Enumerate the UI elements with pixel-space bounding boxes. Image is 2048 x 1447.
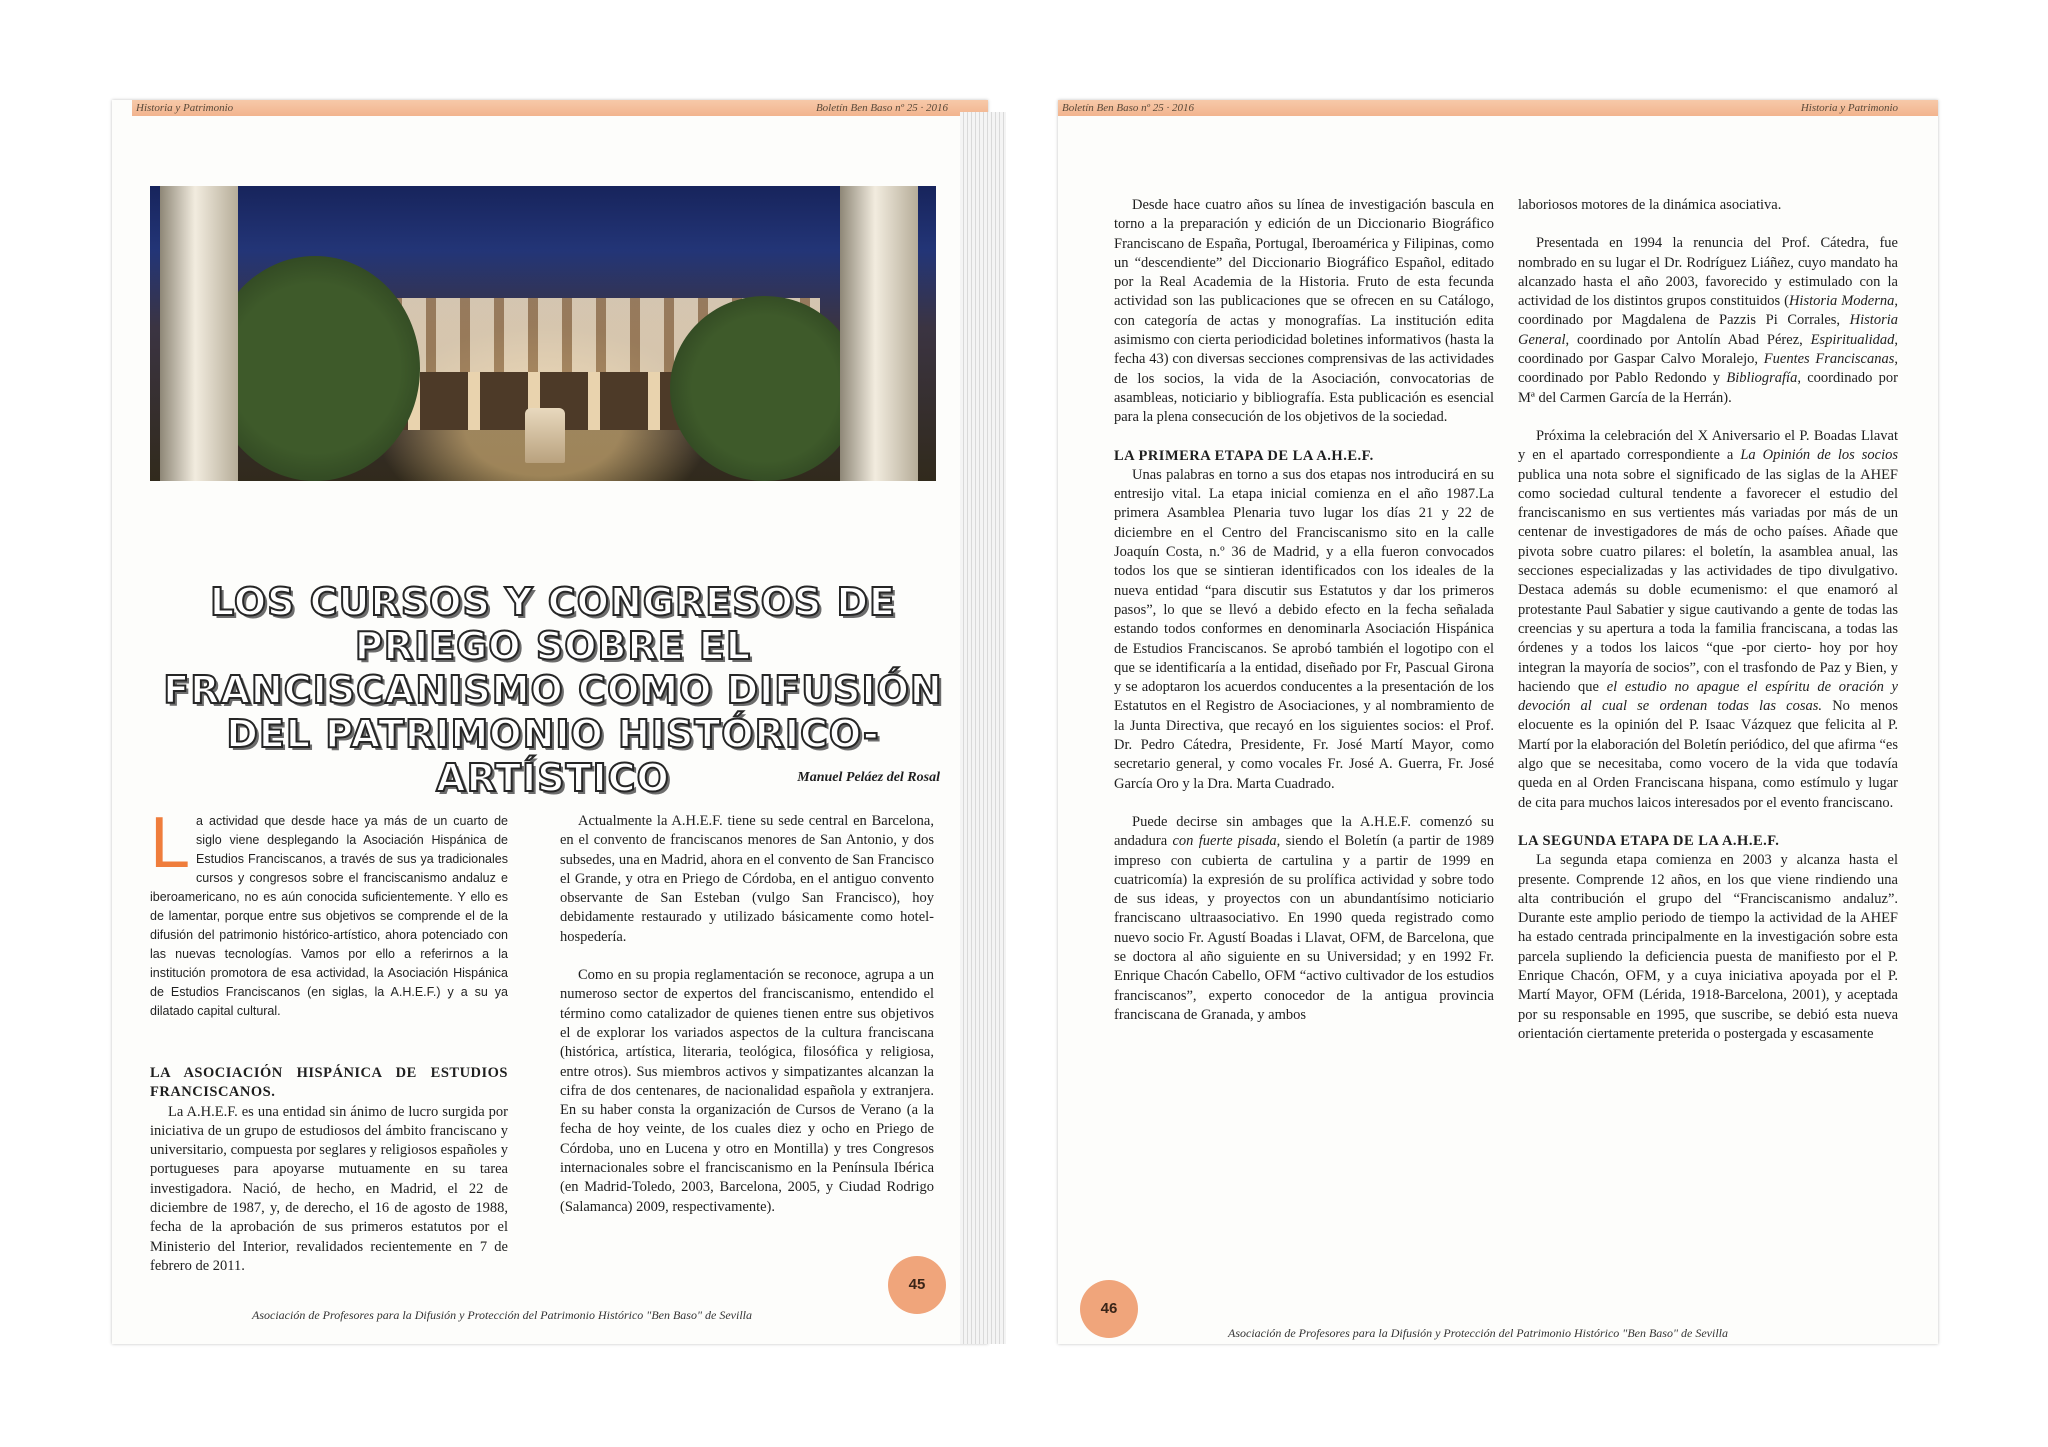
paragraph-sede: Actualmente la A.H.E.F. tiene su sede central en Barcelona, en el convento de franciscanos menores de San Antonio, y dos subsedes, una en Madrid, ahora en el convento de San Francisco el Grande, y otra en Priego de Córdoba, en el antiguo convento observante de San Esteban (vulgo San Francisco), hoy debidamente restaurado y utilizado básicamente como hotel-hospedería. [560,813,934,945]
article-author: Manuel Peláez del Rosal [797,770,940,785]
right-column-1 [1114,196,1494,1044]
left-header-journal: Boletín Ben Baso nº 25 · 2016 [815,102,948,114]
paragraph-reglamentacion: Como en su propia reglamentación se reconoce, agrupa a un numeroso sector de expertos del franciscanismo, entendido el término como catalizador de quienes tienen entre sus objetivos el de explorar los variados aspectos de la cultura franciscana (histórica, artística, literaria, teológica, filosófica y religiosa, entre otros). Sus miembros activos y simpatizantes alcanzan la cifra de dos centenares, de nacionalidad española y extranjera. En su haber consta la organización de Cursos de Verano (a la fecha de hoy veinte, de los cuales diez y ocho en Priego de Córdoba, uno en Lucena y otro en Montilla) y tres Congresos internacionales sobre el franciscanismo en la Península Ibérica (en Madrid-Toledo, 2003, Barcelona, 2005, y Ciudad Rodrigo (Salamanca) 2009, respectivamente). [560,967,934,1215]
renuncia-a: Presentada en 1994 la renuncia del Prof. Cátedra, fue nombrado en su lugar el Dr. Rodríguez Liáñez, cuyo mandato ha alcanzado hasta el año 2003, favorecido y estimulado con la actividad de los distintos grupos constituidos ( [1518,235,1898,310]
aniversario-c: No menos elocuente es la opinión del P. Isaac Vázquez que felicita al P. Martí por la elaboración del Boletín periódico, del que afirma “es algo que se necesitaba, como vocero de la vida que todavía queda en al Orden Franciscana hispana, como estímulo y lugar de cita para muchos laicos interesados por el evento franciscano. [1518,698,1898,811]
renuncia-c: , coordinado por Antolín Abad Pérez, [1565,331,1811,348]
cloister-photo [150,186,936,481]
left-header-bar [132,100,988,116]
page-number-46: 46 [1080,1280,1138,1338]
photo-column-left [160,186,238,481]
left-footer: Asociación de Profesores para la Difusión y Protección del Patrimonio Histórico "Ben Baso" de Sevilla [252,1308,752,1322]
right-page [1058,100,1938,1344]
right-footer: Asociación de Profesores para la Difusión y Protección del Patrimonio Histórico "Ben Baso" de Sevilla [1228,1326,1728,1340]
paragraph-diccionario: Desde hace cuatro años su línea de investigación bascula en torno a la preparación y edición de un Diccionario Biográfico Franciscano de España, Portugal, Iberoamérica y Filipinas, como un “descendiente” del Diccionario Biográfico Español, editado por la Real Academia de la Historia. Fruto de esta fecunda actividad son las publicaciones que se ofrecen en su Catálogo, con categoría de actas y monografías. La institución edita asimismo con cierta periodicidad boletines informativos (hasta la fecha 43) con diversas secciones comprensivas de las actividades de los socios, la vida de la Asociación, convocatorias de asambleas, noticiario y bibliografía. Esta publicación es esencial para la plena consecución de los objetivos de la sociedad. [1114,197,1494,426]
renuncia-italic-2: Historia General [1518,312,1898,348]
renuncia-italic-1: Historia Moderna [1788,293,1895,310]
aniversario-a: Próxima la celebración del X Aniversario el P. Boadas Llavat y en el apartado correspondiente a [1518,427,1898,464]
photo-fountain [525,408,565,463]
aniversario-b: publica una nota sobre el significado de las siglas de la AHEF como sociedad cultural tendente a favorecer el estudio del franciscanismo en sus vertientes más variadas por más de un centenar de investigadores de más de ocho países. Añade que pivota sobre cuatro pilares: el boletín, la asamblea anual, las secciones especializadas y las actividades de tipo divulgativo. Destaca además su doble ecumenismo: el que enamoró al protestante Paul Sabatier y sigue cautivando a gente de todas las creencias y su apertura a toda la familia franciscana, a todas las órdenes y a todos los laicos “que -por cierto- hoy por hoy integran la mayoría de socios”, con el trasfondo de Paz y Bien, y haciendo que [1518,466,1898,695]
section-text-asociacion: La A.H.E.F. es una entidad sin ánimo de lucro surgida por iniciativa de un grupo de estudiosos del ámbito franciscano y universitario, compuesta por seglares y religiosos españoles y portugueses para apoyarse mutuamente en su tarea investigadora. Nació, de hecho, en Madrid, el 22 de diciembre de 1987, y, de derecho, el 16 de agosto de 1988, fecha de la aprobación de sus primeros estatutos por el Ministerio del Interior, revalidados recientemente en 7 de febrero de 2011. [150,1103,508,1274]
section-text-segunda-etapa: La segunda etapa comienza en 2003 y alcanza hasta el presente. Comprende 12 años, en los que viene rindiendo una alta contribución el grupo del “Franciscanismo andaluz”. Durante este amplio periodo de tiempo la actividad de la AHEF ha estado centrada principalmente en la investigación sobre esta parcela supliendo la deficiencia puesta de manifiesto por el P. Enrique Chacón, OFM, y a cuya iniciativa apoyada por el P. Martí Mayor, OFM (Lérida, 1918-Barcelona, 2001), y aceptada por su responsable en 1995, que suscribe, se debió esta nueva orientación ciertamente preterida o postergada y escasamente [1518,852,1898,1042]
right-header-journal: Boletín Ben Baso nº 25 · 2016 [1062,102,1195,114]
right-header-bar [1058,100,1938,116]
drop-cap: L [150,803,191,883]
article-title: LOS CURSOS Y CONGRESOS DE PRIEGO SOBRE EL FRANCISCANISMO COMO DIFUSIÓN DEL PATRIMONIO HISTÓRICO-ARTÍSTICO [163,580,943,800]
right-column-2 [1518,196,1898,1063]
paragraph-andadura-b: , siendo el Boletín (a partir de 1989 impreso con cubierta de cartulina y a partir de 1999 en cuatricomía) la expresión de su prolífica actividad y sobre todo de sus ideas, y proyectos con un abundantísimo noticiario franciscano ultraasociativo. En 1990 queda registrado como nuevo socio Fr. Agustí Boadas i Llavat, OFM, de Barcelona, que se doctora al año siguiente en su Universidad; y en 1992 Fr. Enrique Chacón Cabello, OFM “activo cultivador de los estudios franciscanos”, experto conocedor de la antigua provincia franciscana de Granada, y ambos [1114,833,1494,1023]
paragraph-andadura-a: Puede decirse sin ambages que la A.H.E.F. comenzó su andadura [1114,813,1494,850]
photo-tree-left [210,256,420,481]
section-heading-asociacion: LA ASOCIACIÓN HISPÁNICA DE ESTUDIOS FRANCISCANOS. [150,1065,508,1101]
page-number-45: 45 [888,1256,946,1314]
renuncia-italic-4: Fuentes Franciscanas [1763,351,1895,368]
paragraph-andadura [1114,813,1494,1025]
left-header-section: Historia y Patrimonio [136,102,234,114]
section-asociacion [150,1064,508,1295]
paragraph-renuncia [1518,234,1898,408]
section-heading-primera-etapa: LA PRIMERA ETAPA DE LA A.H.E.F. [1114,447,1374,464]
intro-text: a actividad que desde hace ya más de un cuarto de siglo viene desplegando la Asociación Hispánica de Estudios Franciscanos, a través de sus ya tradicionales cursos y congresos sobre el franciscanismo andaluz e iberoamericano, no es aún conocida suficientemente. Y ello es de lamentar, porque entre sus objetivos se comprende el de la difusión del patrimonio histórico-artístico, ahora potenciado con las nuevas tecnologías. Vamos por ello a referirnos a la institución promotora de esa actividad, la Asociación Hispánica de Estudios Franciscanos (en siglas, la A.H.E.F.) y a su ya dilatado capital cultural. [150,814,508,1018]
renuncia-d: , coordinado por Gaspar Calvo Moralejo, [1518,331,1898,368]
paragraph-laboriosos: laboriosos motores de la dinámica asociativa. [1518,197,1782,213]
spread-gutter [960,112,1006,1344]
renuncia-italic-5: Bibliografía [1726,370,1798,387]
aniversario-italic-1: La Opinión de los socios [1740,447,1899,464]
left-column-2 [560,812,934,1236]
intro-paragraph [150,803,508,1021]
right-header-section: Historia y Patrimonio [1800,102,1898,114]
photo-tree-right [670,296,860,481]
renuncia-b: , coordinado por Magdalena de Pazzis Pi Corrales, [1518,293,1899,329]
section-heading-segunda-etapa: LA SEGUNDA ETAPA DE LA A.H.E.F. [1518,832,1780,849]
aniversario-italic-2: el estudio no apague el espíritu de oración y devoción al cual se ordenan todas las cosas. [1518,678,1898,715]
renuncia-italic-3: Espiritualidad [1810,331,1895,348]
left-page [112,100,988,1344]
paragraph-aniversario [1518,427,1898,813]
photo-column-right [840,186,918,481]
paragraph-andadura-italic: con fuerte pisada [1172,833,1277,850]
renuncia-e: , coordinado por Pablo Redondo y [1518,351,1898,387]
renuncia-f: , coordinado por Mª del Carmen García de la Herrán). [1518,370,1898,406]
section-text-primera-etapa: Unas palabras en torno a sus dos etapas nos introducirá en su entresijo vital. La etapa inicial comienza en el año 1987.La primera Asamblea Plenaria tuvo lugar los días 21 y 22 de diciembre en el Centro del Franciscanismo sito en la calle Joaquín Costa, n.º 36 de Madrid, y a ella fueron convocados todos los que se sintieran identificados con los ideales de la nueva entidad “para discutir sus Estatutos y dar los primeros pasos”, lo que se llevó a debido efecto en la fecha señalada estando todos conformes en denominarla Asociación Hispánica de Estudios Franciscanos. Se aprobó también el logotipo con el que se identificaría a la entidad, diseñado por Fr, Pascual Girona y se adoptaron los acuerdos conducentes a la presentación de los Estatutos en el Registro de Asociaciones, y al nombramiento de la Junta Directiva, que recayó en los siguientes socios: el Prof. Dr. Pedro Cátedra, Presidente, Fr. José Martí Mayor, como secretario general, y como vocales Fr. José A. Guerra, Fr. José García Oro y la Dra. Marta Cuadrado. [1114,466,1494,792]
